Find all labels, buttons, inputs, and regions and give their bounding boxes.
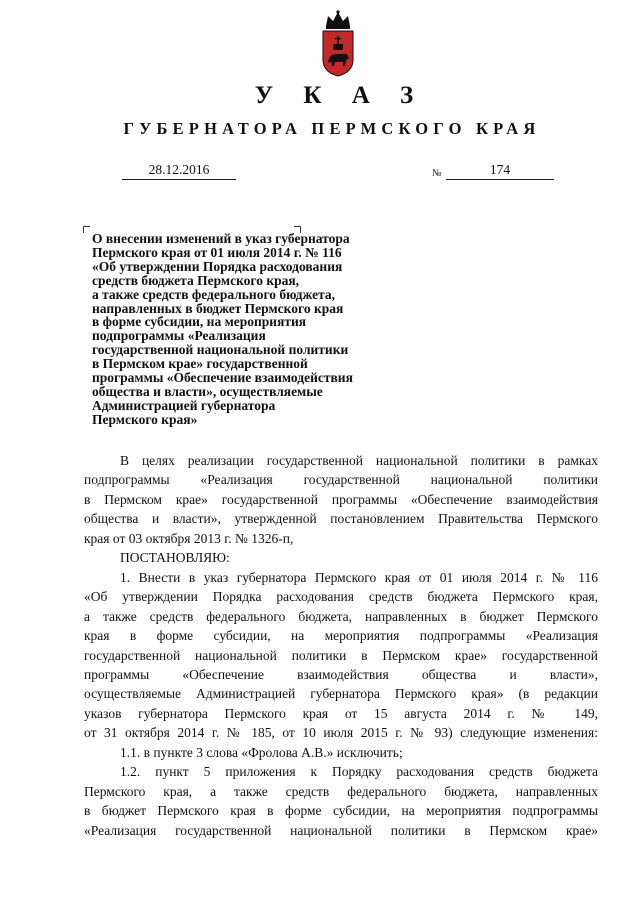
number-label: № <box>432 168 442 179</box>
body-line: 1. Внести в указ губернатора Пермского края от 01 июля 2014 г. № 116 <box>120 569 598 585</box>
heading-line: Пермского края» <box>92 411 198 427</box>
body-line: края от 03 октября 2013 г. № 1326-п, <box>84 530 294 546</box>
heading-line: а также средств федерального бюджета, <box>92 286 336 302</box>
heading-line: программы «Обеспечение взаимодействия <box>92 370 353 386</box>
perm-krai-coat-of-arms-icon <box>318 8 358 78</box>
body-line: государственной национальной политики в Пермском крае» государственной <box>84 647 598 663</box>
heading-line: подпрограммы «Реализация <box>92 328 266 344</box>
heading-line: Пермского края от 01 июля 2014 г. № 116 <box>92 244 342 260</box>
body-line: от 31 октября 2014 г. № 185, от 10 июля 2015 г. № 93) следующие изменения: <box>84 725 598 741</box>
body-line: программы «Обеспечение взаимодействия общества и власти», <box>84 666 598 682</box>
body-line: подпрограммы «Реализация государственной национальной политики <box>84 472 598 488</box>
document-title: У К А З <box>254 82 426 109</box>
body-line: «Реализация государственной национальной политики в Пермском крае» <box>84 822 598 838</box>
heading-line: «Об утверждении Порядка расходования <box>92 258 343 274</box>
document-body <box>84 451 598 840</box>
document-number: 174 <box>446 162 554 180</box>
document-date: 28.12.2016 <box>122 162 236 180</box>
heading-line: средств бюджета Пермского края, <box>92 272 300 288</box>
body-line: общества и власти», утвержденной постановлением Правительства Пермского <box>84 511 598 527</box>
heading-line: направленных в бюджет Пермского края <box>92 300 344 316</box>
heading-line: в форме субсидии, на мероприятия <box>92 314 307 330</box>
body-line: осуществляемые Администрацией губернатора Пермского края» (в редакции <box>84 686 598 702</box>
heading-corner-left <box>83 226 90 233</box>
body-line: указов губернатора Пермского края от 15 августа 2014 г. № 149, <box>84 705 598 721</box>
heading-line: государственной национальной политики <box>92 342 349 358</box>
document-subtitle: ГУБЕРНАТОРА ПЕРМСКОГО КРАЯ <box>123 119 541 138</box>
heading-line: О внесении изменений в указ губернатора <box>92 231 350 246</box>
body-line: ПОСТАНОВЛЯЮ: <box>120 550 230 566</box>
body-line: 1.2. пункт 5 приложения к Порядку расходования средств бюджета <box>120 764 598 780</box>
body-line: в бюджет Пермского края в форме субсидии, на мероприятия подпрограммы <box>84 803 598 819</box>
body-line: в Пермском крае» государственной программы «Обеспечение взаимодействия <box>84 491 598 507</box>
body-line: «Об утверждении Порядка расходования средств бюджета Пермского края, <box>84 589 598 605</box>
body-line: В целях реализации государственной национальной политики в рамках <box>120 453 598 468</box>
body-line: края в форме субсидии, на мероприятия подпрограммы «Реализация <box>84 628 598 644</box>
body-line: а также средств федерального бюджета, направленных в бюджет Пермского <box>84 608 598 624</box>
heading-line: Администрацией губернатора <box>92 397 276 413</box>
body-line: 1.1. в пункте 3 слова «Фролова А.В.» исключить; <box>120 744 403 760</box>
body-line: Пермского края, а также средств федерального бюджета, направленных <box>84 783 598 799</box>
document-heading <box>92 232 392 427</box>
heading-line: в Пермском крае» государственной <box>92 356 308 372</box>
heading-line: общества и власти», осуществляемые <box>92 383 323 399</box>
